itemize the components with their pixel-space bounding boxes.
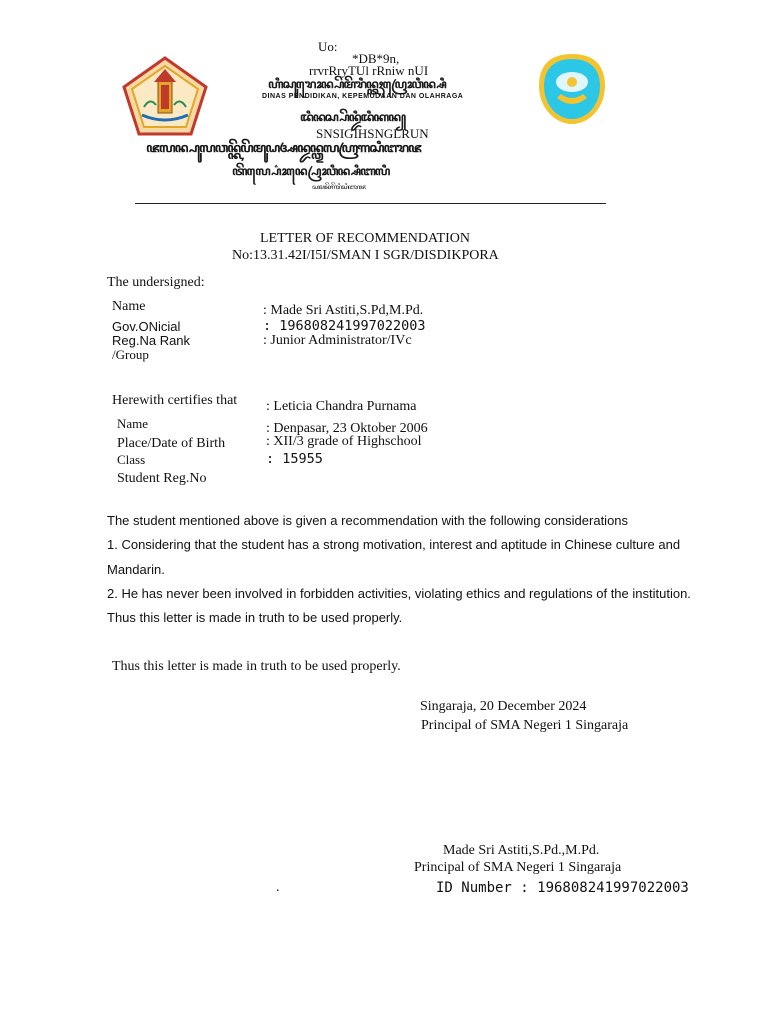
body-paragraph-2-line-1: 1. Considering that the student has a strong motivation, interest and aptitude in Chinese culture and (107, 537, 681, 552)
letterhead-script-row-1: ꦲꦶꦱꦸꦫꦺꦴꦤ꧀ꦥꦼꦩꦼꦫꦶꦤ꧀ꦠꦃꦥꦿꦺꦴꦮꦶꦤ꧀ꦱꦶ (268, 77, 446, 92)
education-emblem-logo (537, 52, 607, 126)
student-class-label: Class (117, 452, 146, 467)
letter-number: No:13.31.42I/I5I/SMAN I SGR/DISDIKPORA (232, 248, 499, 263)
body-paragraph-4: Thus this letter is made in truth to be used properly. (107, 610, 403, 625)
undersigned-group-label: /Group (112, 347, 149, 362)
student-reg-label: Student Reg.No (117, 471, 207, 486)
letterhead-script-row-3: ꦗꦭꦤ꧀ꦥꦸꦭꦮꦤ꧀ꦏꦼꦥꦼꦩꦸꦝꦄꦤ꧀ꦢꦤ꧀ꦎꦭꦲꦿꦒꦱꦶꦔꦫꦗ (146, 141, 421, 156)
body-closing: Thus this letter is made in truth to be used properly. (112, 659, 401, 674)
body-paragraph-1: The student mentioned above is given a recommendation with the following considerations (107, 513, 629, 528)
letterhead-script-row-4: ꦠꦼꦭ꧀ꦥ꦳ꦺꦴꦤ꧀ꦥꦿꦺꦴꦮꦶꦤ꧀ꦱꦶꦧꦭꦶ (232, 164, 390, 179)
letterhead-line-1: Uo: (318, 39, 338, 54)
letterhead-divider (135, 203, 606, 204)
undersigned-reg-value: : Junior Administrator/IVc (263, 333, 412, 348)
signature-role: Principal of SMA Negeri 1 Singaraja (421, 718, 629, 733)
provincial-seal-logo (120, 55, 210, 137)
student-birth-label: Place/Date of Birth (117, 436, 226, 451)
undersigned-name-value: : Made Sri Astiti,S.Pd,M.Pd. (263, 303, 424, 318)
student-birth-value: : Denpasar, 23 Oktober 2006 (266, 421, 428, 436)
student-intro: Herewith certifies that (112, 393, 238, 408)
signature-role-2: Principal of SMA Negeri 1 Singaraja (414, 860, 622, 875)
student-reg-value: : 15955 (266, 451, 323, 467)
undersigned-gov-value: : 196808241997022003 (263, 318, 426, 334)
letterhead-line-3: rrvrRryTUl rRniw nUI (309, 63, 429, 78)
signature-place-date: Singaraja, 20 December 2024 (420, 699, 587, 714)
undersigned-gov-label: Gov.ONicial (112, 319, 181, 334)
undersigned-reg-label: Reg.Na Rank (112, 333, 191, 348)
letter-title: LETTER OF RECOMMENDATION (260, 231, 470, 246)
signature-id-number: ID Number : 196808241997022003 (436, 880, 689, 896)
letterhead-script-row-5: ꦱꦩꦤꦼꦒꦼꦫꦶꦱꦶꦔꦫꦗ (312, 183, 366, 191)
student-name-label: Name (117, 416, 149, 431)
student-class-value: : XII/3 grade of Highschool (266, 434, 422, 449)
signature-name: Made Sri Astiti,S.Pd.,M.Pd. (443, 843, 600, 858)
body-paragraph-3: 2. He has never been involved in forbidden activities, violating ethics and regulations of the institution. (107, 586, 691, 601)
letterhead-latin-faint: DINAS PENDIDIKAN, KEPEMUDAAN DAN OLAHRAGA (262, 93, 464, 100)
letterhead-line-4: SNSIGIHSNGLRUN (316, 126, 429, 141)
body-paragraph-2-line-2: Mandarin. (107, 562, 165, 577)
undersigned-intro: The undersigned: (107, 275, 205, 290)
letterhead-line-2: *DB*9n, (352, 51, 400, 66)
signature-dot: . (276, 880, 280, 895)
student-name-value: : Leticia Chandra Purnama (266, 399, 417, 414)
undersigned-name-label: Name (112, 299, 146, 314)
letterhead-script-row-2: ꦢꦶꦤꦱ꧀ꦥꦼꦤ꧀ꦢꦶꦢꦶꦏꦤ꧀ (300, 110, 406, 125)
